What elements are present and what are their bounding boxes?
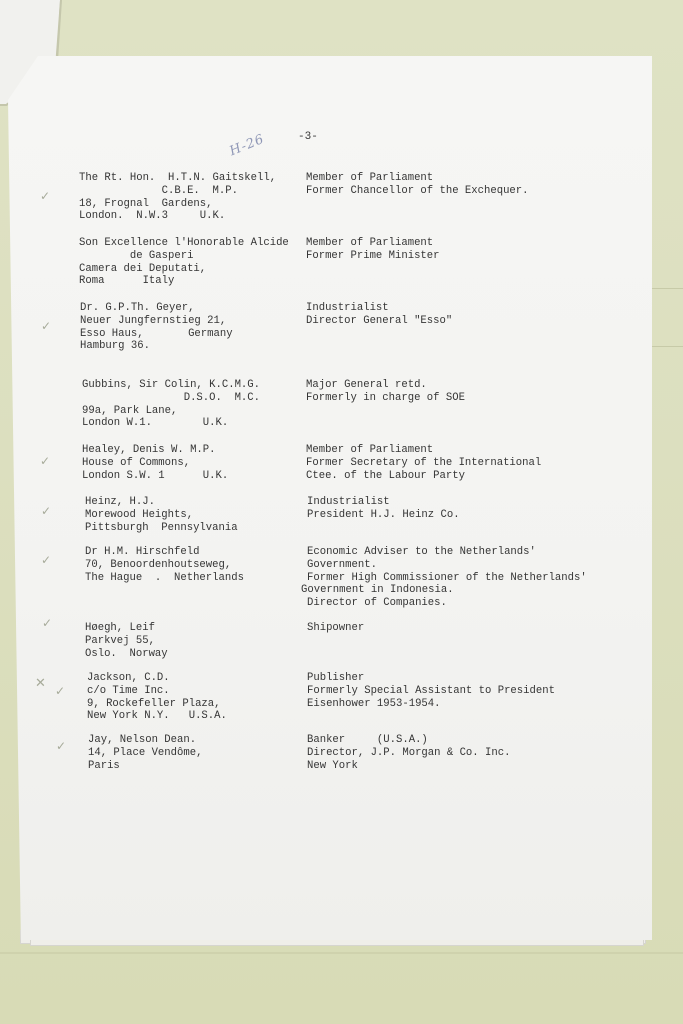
entry-role: [306, 172, 529, 198]
entry-role-line: Director General "Esso": [306, 314, 453, 327]
entry-name-line: Son Excellence l'Honorable Alcide: [79, 237, 289, 249]
entry-role-line: Former Prime Minister: [306, 249, 440, 262]
entry-name-line: London S.W. 1 U.K.: [82, 469, 229, 482]
entry-role-line: Banker (U.S.A.): [307, 734, 428, 746]
entry-name-line: Jackson, C.D.: [87, 672, 170, 684]
entry-name-line: c/o Time Inc.: [87, 684, 170, 697]
entry-role-line: Economic Adviser to the Netherlands': [307, 546, 536, 558]
entry-role-line: Director, J.P. Morgan & Co. Inc.: [307, 746, 511, 759]
entry-role-line: Government in Indonesia.: [301, 584, 454, 597]
entry-role-line: President H.J. Heinz Co.: [307, 508, 460, 521]
background-seam: [0, 952, 683, 954]
entry-name-line: Esso Haus, Germany: [80, 327, 233, 340]
entry-role: [307, 622, 364, 635]
entry-role: [306, 237, 440, 263]
entry-name-address: [80, 302, 233, 353]
entry-role: [306, 444, 541, 482]
entry-role-line: Former Chancellor of the Exchequer.: [306, 184, 529, 197]
entry-name-line: Paris: [88, 759, 120, 772]
entry-name-line: 99a, Park Lane,: [82, 404, 178, 417]
check-mark: ✓: [40, 189, 51, 203]
check-mark: ✓: [55, 684, 66, 698]
entry-name-line: Dr. G.P.Th. Geyer,: [80, 302, 195, 314]
entry-name-line: Gubbins, Sir Colin, K.C.M.G.: [82, 379, 261, 391]
entry-role-line: Formerly in charge of SOE: [306, 391, 465, 404]
entry-name-address: [85, 622, 168, 660]
entry-name-line: Jay, Nelson Dean.: [88, 734, 197, 746]
entry-name-line: Roma Italy: [79, 275, 175, 288]
entry-name-line: Morewood Heights,: [85, 508, 194, 521]
entry-name-address: [85, 496, 238, 534]
entry-name-line: The Hague . Netherlands: [85, 571, 244, 584]
entry-role-line: Member of Parliament: [306, 237, 434, 249]
entry-name-line: 14, Place Vendôme,: [88, 746, 203, 759]
entry-name-line: Hamburg 36.: [80, 340, 150, 353]
entry-name-line: 9, Rockefeller Plaza,: [87, 697, 221, 710]
entry-name-line: C.B.E. M.P.: [79, 184, 238, 197]
entry-role-line: Government.: [307, 558, 377, 571]
entry-name-line: D.S.O. M.C.: [82, 391, 261, 404]
entry-name-address: [82, 379, 260, 430]
entry-name-address: [88, 734, 202, 772]
entry-role-line: Former High Commissioner of the Netherlands': [307, 571, 587, 584]
entry-role-line: Ctee. of the Labour Party: [306, 469, 465, 482]
entry-name-line: Heinz, H.J.: [85, 496, 155, 508]
check-mark: ✓: [41, 504, 52, 518]
entry-role-line: Major General retd.: [306, 379, 427, 391]
page-number: -3-: [298, 131, 318, 143]
entry-role-line: Director of Companies.: [307, 597, 447, 610]
check-mark: ✓: [40, 454, 51, 468]
entry-role: [307, 734, 510, 772]
entry-name-line: 70, Benoordenhoutseweg,: [85, 558, 232, 571]
entry-role-line: Former Secretary of the International: [306, 456, 542, 469]
entry-name-address: [79, 172, 276, 223]
entry-role: [306, 379, 465, 405]
entry-name-line: de Gasperi: [79, 249, 194, 262]
check-mark: ✓: [56, 739, 67, 753]
entry-name-address: [82, 444, 228, 482]
entry-name-line: Pittsburgh Pennsylvania: [85, 521, 238, 534]
entry-name-address: [85, 546, 244, 584]
entry-name-line: Camera dei Deputati,: [79, 262, 207, 275]
entry-role-line: Eisenhower 1953-1954.: [307, 697, 441, 710]
entry-name-line: House of Commons,: [82, 456, 191, 469]
cross-mark: ✕: [35, 676, 46, 691]
entry-name-line: Høegh, Leif: [85, 622, 155, 634]
entry-role-line: Member of Parliament: [306, 444, 434, 456]
entry-role-line: Shipowner: [307, 622, 365, 634]
entry-name-line: Oslo. Norway: [85, 647, 168, 660]
entry-role-line: Industrialist: [307, 496, 390, 508]
entry-role-line: Publisher: [307, 672, 365, 684]
entry-name-line: London. N.W.3 U.K.: [79, 210, 226, 223]
entry-role-line: New York: [307, 759, 358, 772]
entry-name-line: Healey, Denis W. M.P.: [82, 444, 216, 456]
entry-name-line: Parkvej 55,: [85, 634, 155, 647]
pencil-annotation: H-26: [227, 131, 267, 160]
entry-role: [307, 672, 555, 710]
entry-name-line: London W.1. U.K.: [82, 417, 229, 430]
entry-role: [307, 496, 460, 522]
entry-name-line: Neuer Jungfernstieg 21,: [80, 314, 227, 327]
check-mark: ✓: [41, 553, 52, 567]
entry-name-address: [79, 237, 289, 288]
entry-role-line: Formerly Special Assistant to President: [307, 684, 555, 697]
entry-role-line: Industrialist: [306, 302, 389, 314]
entry-name-line: New York N.Y. U.S.A.: [87, 710, 227, 723]
entry-name-line: The Rt. Hon. H.T.N. Gaitskell,: [79, 172, 277, 184]
entry-name-line: Dr H.M. Hirschfeld: [85, 546, 200, 558]
entry-role-line: Member of Parliament: [306, 172, 434, 184]
entry-name-address: [87, 672, 227, 723]
check-mark: ✓: [42, 616, 53, 630]
check-mark: ✓: [41, 319, 52, 333]
entry-name-line: 18, Frognal Gardens,: [79, 197, 213, 210]
entry-role: [301, 546, 587, 610]
entry-role: [306, 302, 452, 328]
